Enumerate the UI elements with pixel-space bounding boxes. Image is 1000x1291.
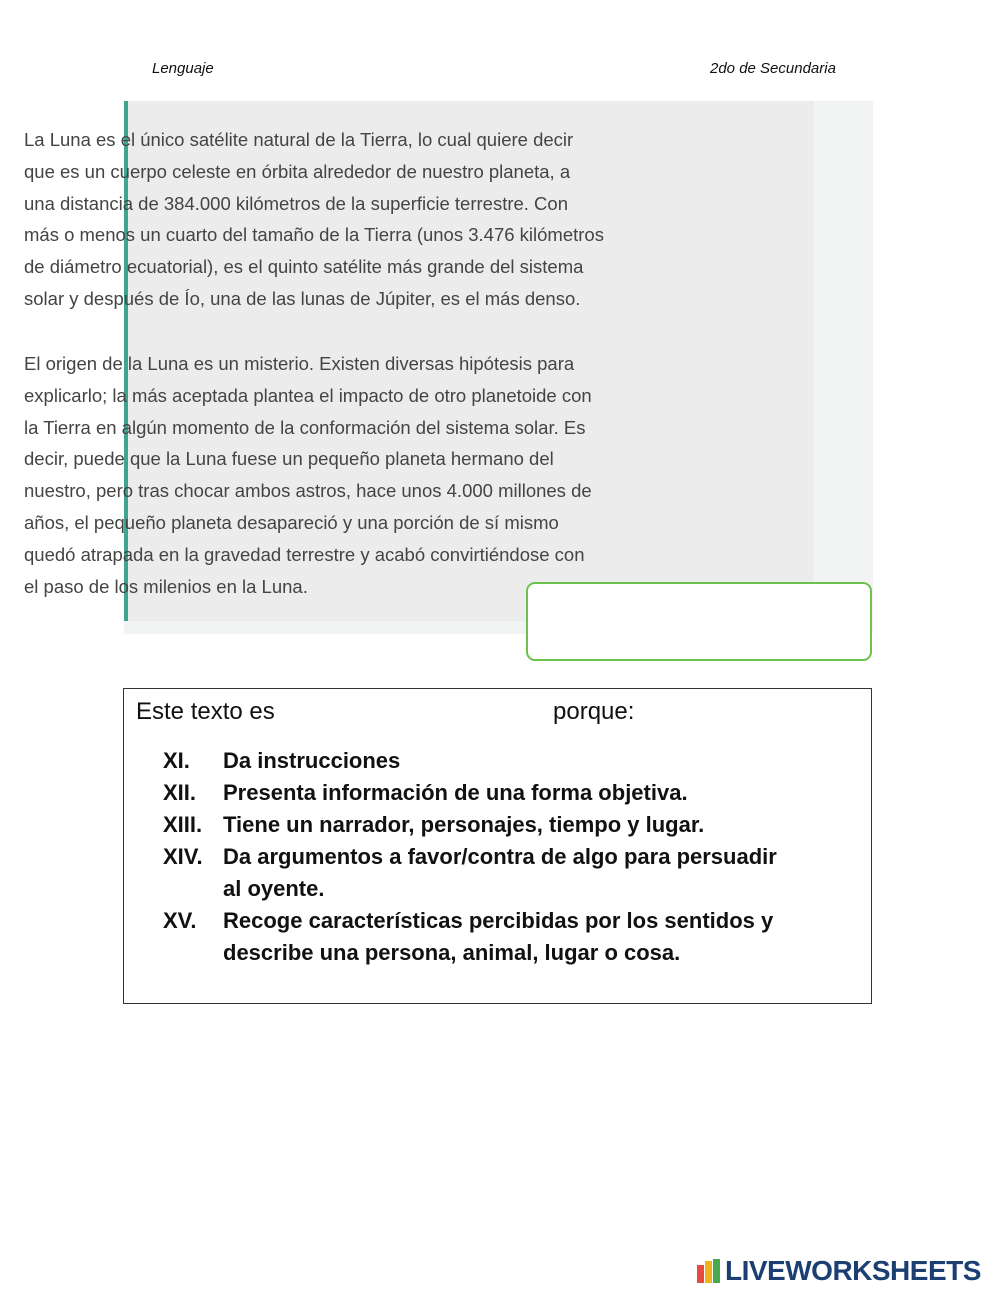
option-item [163,905,863,969]
option-item [163,745,863,777]
option-item [163,841,863,905]
option-number: XI. [163,748,190,773]
passage-line: nuestro, pero tras chocar ambos astros, hace unos 4.000 millones de [24,480,592,502]
option-number: XIII. [163,812,203,837]
option-text: al oyente. [223,876,325,901]
option-text: Recoge características percibidas por los sentidos y [223,908,774,933]
passage-line: decir, puede que la Luna fuese un pequeño planeta hermano del [24,448,554,470]
header-subject: Lenguaje [152,60,214,77]
option-text: Da argumentos a favor/contra de algo para persuadir [223,844,777,869]
passage-line: quedó atrapada en la gravedad terrestre y acabó convirtiéndose con [24,543,585,565]
option-list [163,745,863,969]
option-number: XV. [163,908,197,933]
passage-line: de diámetro ecuatorial), es el quinto satélite más grande del sistema [24,256,584,278]
passage-line: La Luna es el único satélite natural de la Tierra, lo cual quiere decir [24,129,574,150]
passage-line: una distancia de 384.000 kilómetros de la superficie terrestre. Con [24,192,568,214]
passage-line: explicarlo; la más aceptada plantea el impacto de otro planetoide con [24,384,592,406]
header-grade: 2do de Secundaria [710,60,836,77]
passage-line: la Tierra en algún momento de la conformación del sistema solar. Es [24,416,586,438]
option-text: describe una persona, animal, lugar o cosa. [223,940,681,965]
option-text: Da instrucciones [223,748,401,773]
option-number: XII. [163,780,197,805]
passage-paragraph-1 [24,124,694,315]
passage-line: que es un cuerpo celeste en órbita alrededor de nuestro planeta, a [24,160,571,182]
liveworksheets-icon [697,1259,723,1283]
option-text: Tiene un narrador, personajes, tiempo y lugar. [223,812,705,837]
option-item [163,777,863,809]
question-lead: Este texto es [136,698,275,725]
passage-line: el paso de los milenios en la Luna. [24,575,308,597]
passage-line: más o menos un cuarto del tamaño de la Tierra (unos 3.476 kilómetros [24,224,604,246]
passage-line: El origen de la Luna es un misterio. Existen diversas hipótesis para [24,353,575,374]
brand-name: LIVEWORKSHEETS [725,1255,981,1286]
option-number: XIV. [163,844,203,869]
option-text: Presenta información de una forma objetiva. [223,780,688,805]
answer-text-field[interactable] [526,582,872,661]
question-because: porque: [553,698,635,725]
option-item [163,809,863,841]
passage-line: años, el pequeño planeta desapareció y una porción de sí mismo [24,511,559,533]
passage-paragraph-2 [24,348,694,602]
passage-line: solar y después de Ío, una de las lunas de Júpiter, es el más denso. [24,287,581,309]
